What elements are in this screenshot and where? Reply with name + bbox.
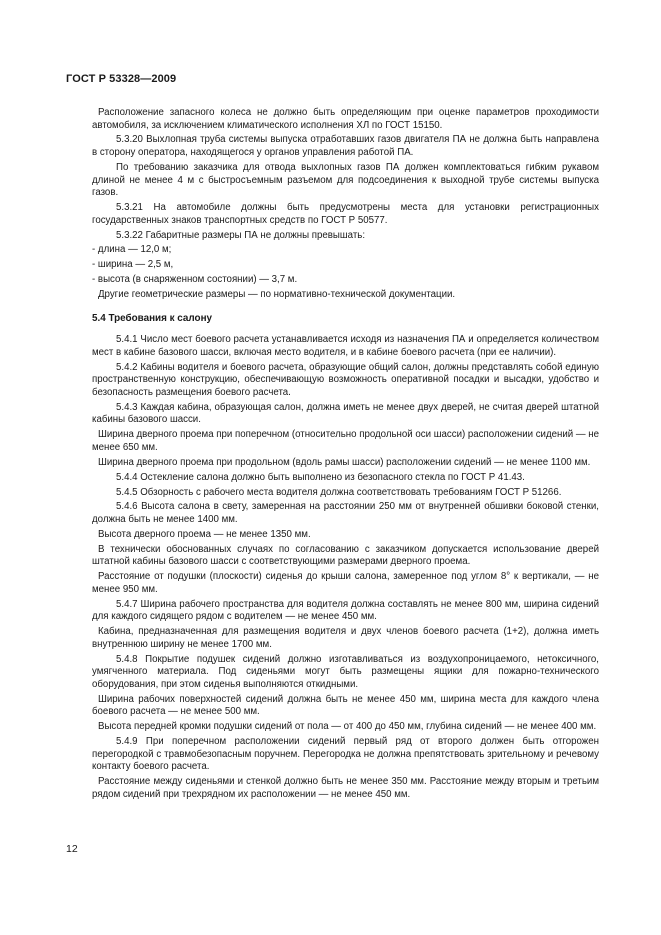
list-item: - ширина — 2,5 м, — [92, 259, 174, 271]
paragraph: Ширина рабочих поверхностей сидений должна быть не менее 450 мм, ширина места для каждого члена боевого расчета — не менее 500 мм. — [92, 693, 599, 718]
paragraph: Высота передней кромки подушки сидений от пола — от 400 до 450 мм, глубина сидений — не менее 400 мм. — [98, 721, 597, 733]
paragraph: 5.4.2 Кабины водителя и боевого расчета, образующие общий салон, должны представлять собой единую пространственную конструкцию, обеспечивающую возможность оперативной посадки и высадки, удобство и безопасность размещения боевого расчета. — [92, 361, 599, 398]
page-number: 12 — [66, 843, 78, 855]
document-header: ГОСТ Р 53328—2009 — [66, 73, 177, 85]
paragraph: 5.4.1 Число мест боевого расчета устанавливается исходя из назначения ПА и определяется количеством мест в кабине базового шасси, включая место водителя, и в кабине боевого расчета (при ее наличии). — [92, 334, 599, 358]
document-body — [92, 107, 599, 804]
paragraph: В технически обоснованных случаях по согласованию с заказчиком допускается использование дверей штатной кабины базового шасси с соответствующими размерами дверного проема. — [92, 543, 599, 568]
paragraph: 5.4.4 Остекление салона должно быть выполнено из безопасного стекла по ГОСТ Р 41.43. — [116, 471, 525, 483]
paragraph: Расположение запасного колеса не должно быть определяющим при оценке параметров проходимости автомобиля, за исключением климатического исполнения ХЛ по ГОСТ 15150. — [92, 107, 599, 131]
paragraph: Ширина дверного проема при поперечном (относительно продольной оси шасси) расположении сидений — не менее 650 мм. — [92, 429, 599, 453]
paragraph: 5.3.21 На автомобиле должны быть предусмотрены места для установки регистрационных государственных знаков транспортных средств по ГОСТ Р 50577. — [92, 202, 599, 226]
paragraph: Другие геометрические размеры — по нормативно-технической документации. — [98, 289, 456, 301]
list-item: - высота (в снаряженном состоянии) — 3,7 м. — [92, 274, 298, 286]
paragraph: 5.4.7 Ширина рабочего пространства для водителя должна составлять не менее 800 мм, ширина сидений для каждого сидящего рядом с водителем — не менее 450 мм. — [92, 598, 599, 623]
paragraph: Кабина, предназначенная для размещения водителя и двух членов боевого расчета (1+2), должна иметь внутреннюю ширину не менее 1700 мм. — [92, 626, 599, 650]
paragraph: 5.4.6 Высота салона в свету, замеренная на расстоянии 250 мм от внутренней обшивки боковой стенки, должна быть не менее 1400 мм. — [92, 501, 599, 526]
paragraph: 5.4.9 При поперечном расположении сидений первый ряд от второго должен быть отгорожен перегородкой с травмобезопасным поручнем. Перегородка не должна препятствовать зрительному и речевому контакту боевого расчета. — [92, 736, 599, 773]
paragraph: Расстояние от подушки (плоскости) сиденья до крыши салона, замеренное под углом 8° к вертикали, — не менее 950 мм. — [92, 571, 599, 595]
paragraph: Ширина дверного проема при продольном (вдоль рамы шасси) расположении сидений — не менее 1100 мм. — [98, 456, 591, 468]
paragraph: Высота дверного проема — не менее 1350 мм. — [98, 528, 311, 540]
paragraph: Расстояние между сиденьями и стенкой должно быть не менее 350 мм. Расстояние между вторым и третьим рядом сидений при трехрядном их расположении — не менее 450 мм. — [92, 776, 599, 800]
section-heading: 5.4 Требования к салону — [92, 312, 213, 324]
paragraph: 5.4.3 Каждая кабина, образующая салон, должна иметь не менее двух дверей, не считая дверей штатной кабины базового шасси. — [92, 401, 599, 426]
paragraph: 5.4.5 Обзорность с рабочего места водителя должна соответствовать требованиям ГОСТ Р 51266. — [116, 486, 562, 498]
paragraph: 5.3.22 Габаритные размеры ПА не должны превышать: — [116, 229, 366, 241]
list-item: - длина — 12,0 м; — [92, 244, 172, 256]
paragraph: 5.4.8 Покрытие подушек сидений должно изготавливаться из воздухопроницаемого, нетоксичного, умягченного материала. Под сиденьями могут быть размещены ящики для пожарно-технического оборудования, при этом сиденья выполняются откидными. — [92, 653, 599, 690]
paragraph: По требованию заказчика для отвода выхлопных газов ПА должен комплектоваться гибким рукавом длиной не менее 4 м с быстросъемным разъемом для подсоединения к выходной трубе системы выпуска газов. — [92, 161, 599, 199]
paragraph: 5.3.20 Выхлопная труба системы выпуска отработавших газов двигателя ПА не должна быть направлена в сторону оператора, находящегося у органов управления работой ПА. — [92, 134, 599, 159]
